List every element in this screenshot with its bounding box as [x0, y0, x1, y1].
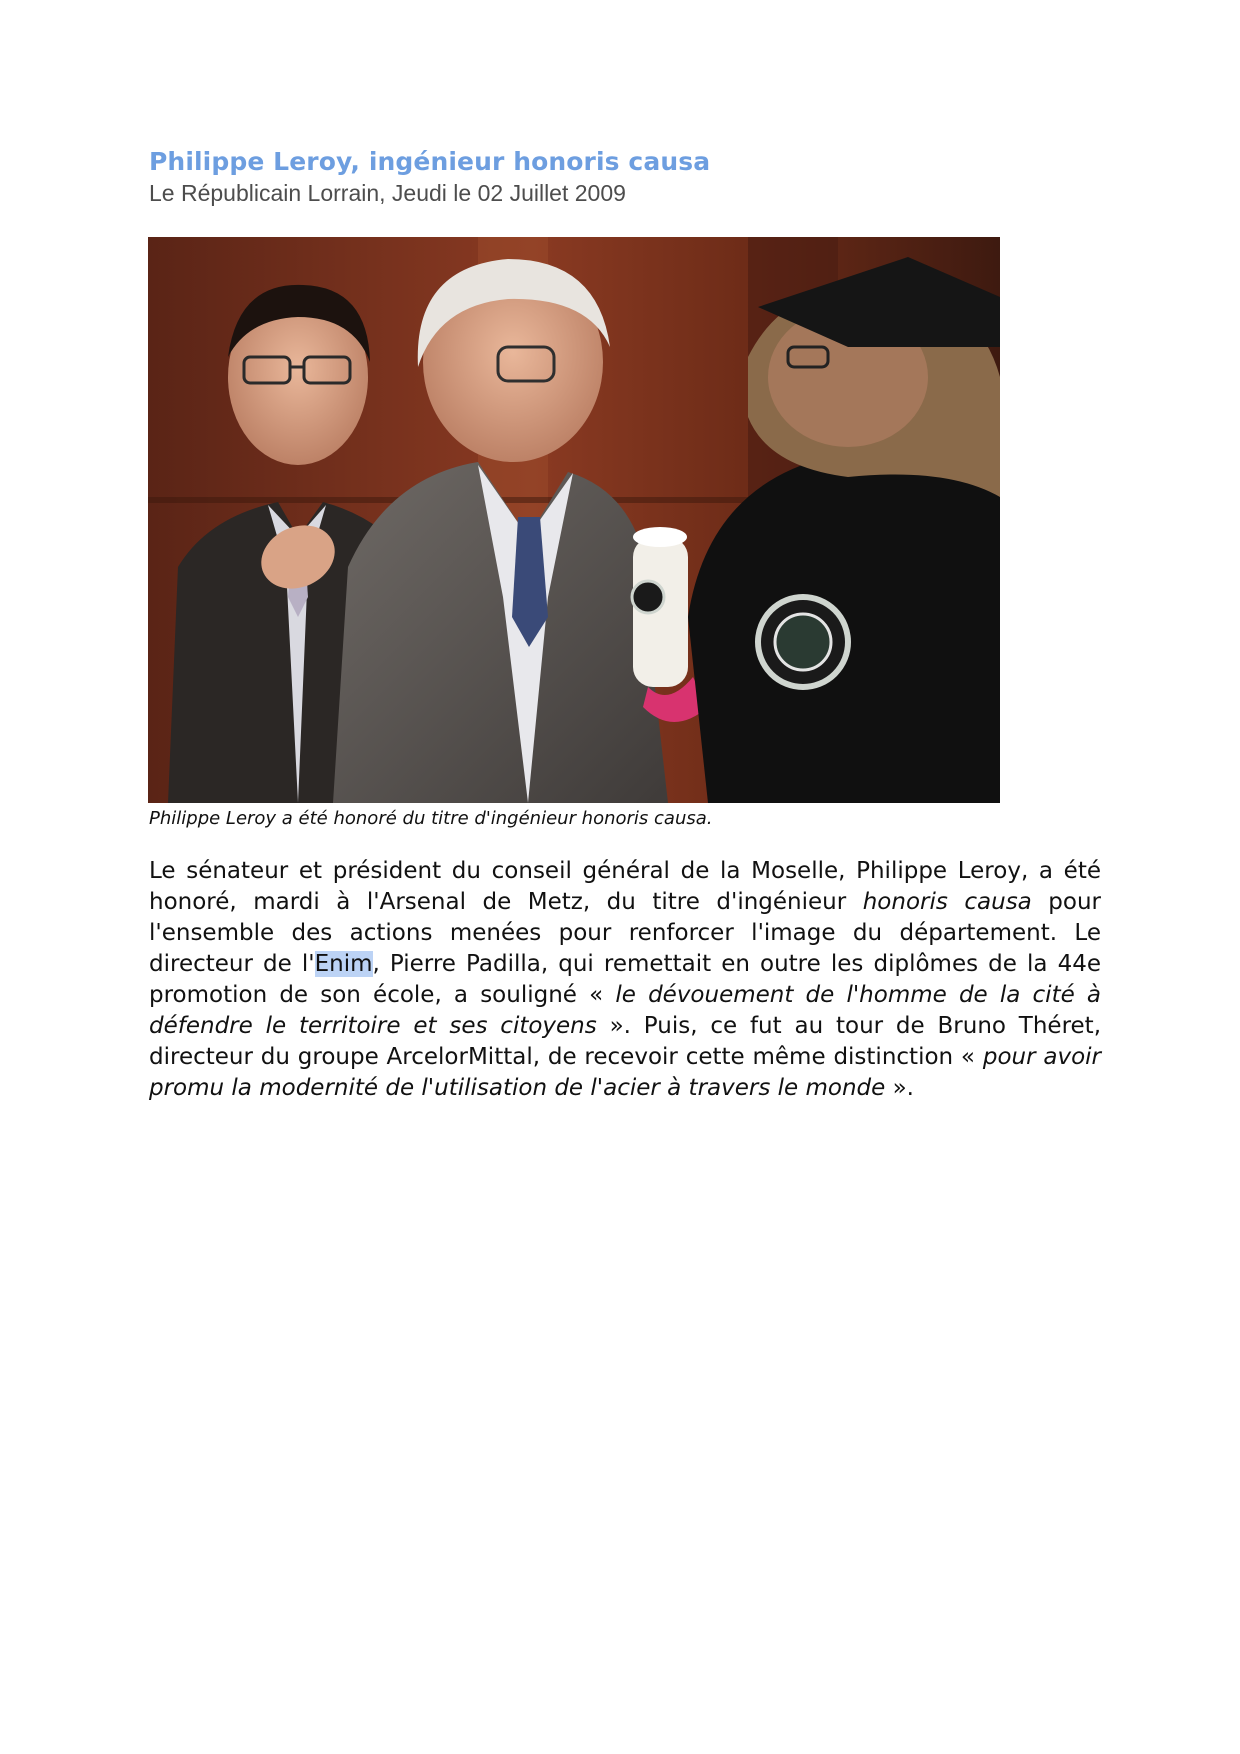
body-text: Le sénateur et président du conseil général de la Moselle, Philippe Leroy, a été honoré, mardi à l'Arsenal de Metz, du titre d'ingénieur: [149, 858, 1101, 915]
photo-caption: Philippe Leroy a été honoré du titre d'ingénieur honoris causa.: [149, 808, 713, 829]
body-quote: le dévouement de l'homme de la cité à défendre le territoire et ses citoyens: [149, 982, 1102, 1039]
body-quote: pour avoir promu la modernité de l'utilisation de l'acier à travers le monde: [149, 1044, 1102, 1101]
article-title: Philippe Leroy, ingénieur honoris causa: [149, 147, 711, 176]
body-text: , Pierre Padilla, qui remettait en outre les diplômes de la 44e promotion de son école, a souligné «: [149, 951, 1101, 1008]
article-body: [149, 856, 1101, 1104]
article-source: Le Républicain Lorrain, Jeudi le 02 Juillet 2009: [149, 180, 626, 206]
body-text: pour l'ensemble des actions menées pour renforcer l'image du département. Le directeur de l': [149, 889, 1102, 977]
body-emphasis: honoris causa: [862, 889, 1032, 915]
body-text: ».: [885, 1075, 914, 1101]
article-photo: [148, 237, 1000, 803]
ceremony-photo-illustration: [148, 237, 1000, 803]
selected-text-highlight[interactable]: Enim: [314, 951, 373, 977]
body-text: ». Puis, ce fut au tour de Bruno Théret, directeur du groupe ArcelorMittal, de recevoir cette même distinction «: [149, 1013, 1101, 1070]
